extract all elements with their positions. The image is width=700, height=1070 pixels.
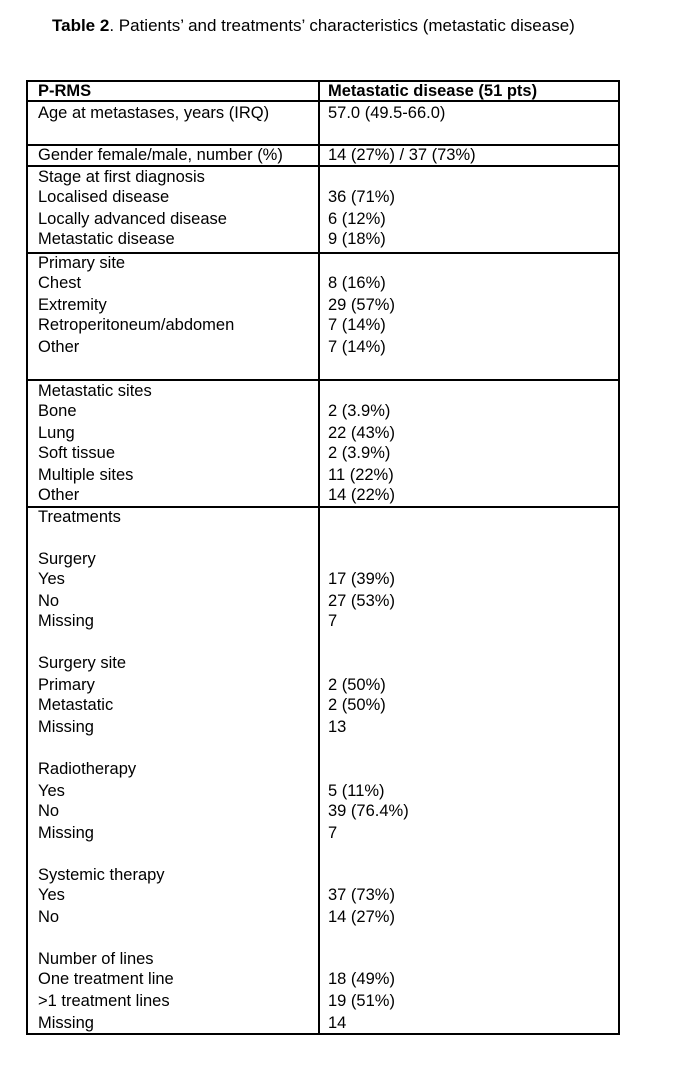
row-label: No	[38, 802, 60, 820]
row-value: 37 (73%)	[328, 886, 395, 904]
row-label: No	[38, 592, 60, 610]
row-label: No	[38, 908, 60, 926]
row-value: 22 (43%)	[328, 424, 395, 442]
section-title: Primary site	[38, 254, 126, 272]
row-label: Yes	[38, 570, 65, 588]
row-value: 18 (49%)	[328, 970, 395, 988]
row-value: 2 (3.9%)	[328, 402, 391, 420]
caption-text: . Patients’ and treatments’ characteristics (metastatic disease)	[109, 16, 575, 35]
column-divider	[318, 80, 320, 1035]
row-value: 39 (76.4%)	[328, 802, 409, 820]
row-label: Other	[38, 486, 80, 504]
row-value: 2 (3.9%)	[328, 444, 391, 462]
row-value: 7	[328, 612, 338, 630]
row-value: 7 (14%)	[328, 338, 386, 356]
row-value: 9 (18%)	[328, 230, 386, 248]
row-value: 8 (16%)	[328, 274, 386, 292]
row-value: 19 (51%)	[328, 992, 395, 1010]
row-value: 2 (50%)	[328, 676, 386, 694]
row-value: 2 (50%)	[328, 696, 386, 714]
subsection-title: Radiotherapy	[38, 760, 137, 778]
row-value: 14 (27%) / 37 (73%)	[328, 146, 476, 164]
row-label: Retroperitoneum/abdomen	[38, 316, 235, 334]
row-label: Gender female/male, number (%)	[38, 146, 283, 164]
row-value: 27 (53%)	[328, 592, 395, 610]
row-label: Chest	[38, 274, 82, 292]
row-value: 11 (22%)	[328, 466, 394, 484]
row-label: >1 treatment lines	[38, 992, 170, 1010]
row-label: Lung	[38, 424, 75, 442]
row-value: 13	[328, 718, 347, 736]
row-label: Missing	[38, 1014, 94, 1032]
subsection-title: Surgery site	[38, 654, 127, 672]
row-value: 7 (14%)	[328, 316, 386, 334]
row-value: 14	[328, 1014, 347, 1032]
subsection-title: Number of lines	[38, 950, 154, 968]
row-value: 5 (11%)	[328, 782, 385, 800]
row-label: Metastatic disease	[38, 230, 175, 248]
row-label: Age at metastases, years (IRQ)	[38, 104, 270, 122]
row-label: Metastatic	[38, 696, 114, 714]
header-metastatic: Metastatic disease (51 pts)	[328, 82, 538, 100]
row-label: Soft tissue	[38, 444, 116, 462]
caption-label: Table 2	[52, 16, 110, 35]
header-parameter: P-RMS	[38, 82, 92, 100]
row-value: 29 (57%)	[328, 296, 395, 314]
row-label: Locally advanced disease	[38, 210, 227, 228]
row-label: Missing	[38, 824, 94, 842]
row-label: Yes	[38, 886, 65, 904]
row-value: 57.0 (49.5-66.0)	[328, 104, 446, 122]
table-caption	[52, 16, 575, 36]
row-label: Missing	[38, 612, 94, 630]
subsection-title: Systemic therapy	[38, 866, 165, 884]
row-value: 17 (39%)	[328, 570, 395, 588]
section-title: Treatments	[38, 508, 121, 526]
row-value: 14 (22%)	[328, 486, 395, 504]
section-title: Stage at first diagnosis	[38, 168, 205, 186]
row-value: 6 (12%)	[328, 210, 386, 228]
row-value: 7	[328, 824, 338, 842]
row-label: Missing	[38, 718, 94, 736]
row-label: Extremity	[38, 296, 107, 314]
section-title: Metastatic sites	[38, 382, 152, 400]
subsection-title: Surgery	[38, 550, 96, 568]
row-label: Multiple sites	[38, 466, 134, 484]
row-value: 36 (71%)	[328, 188, 395, 206]
row-label: Yes	[38, 782, 65, 800]
row-label: Primary	[38, 676, 95, 694]
row-label: One treatment line	[38, 970, 174, 988]
row-label: Bone	[38, 402, 77, 420]
row-value: 14 (27%)	[328, 908, 395, 926]
row-label: Other	[38, 338, 80, 356]
row-label: Localised disease	[38, 188, 170, 206]
